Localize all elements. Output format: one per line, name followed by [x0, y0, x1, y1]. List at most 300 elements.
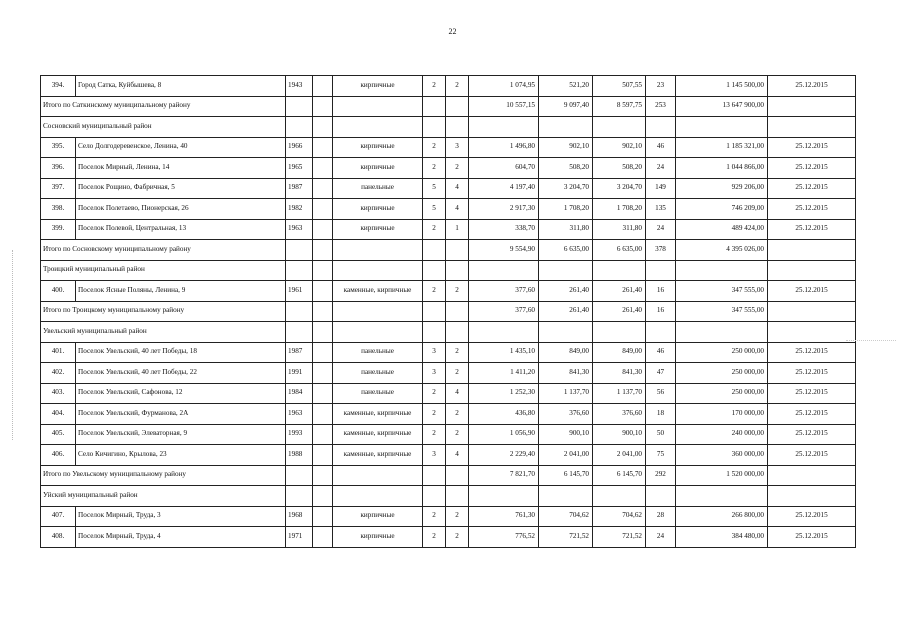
- row-number: 399.: [41, 219, 76, 240]
- district-name: Троицкий муниципальный район: [41, 260, 286, 281]
- row-number: 404.: [41, 404, 76, 425]
- empty-cell: [646, 486, 676, 507]
- year-cell: 1984: [286, 383, 313, 404]
- entrances-cell: 2: [446, 527, 469, 548]
- entrances-cell: 2: [446, 404, 469, 425]
- area-a-cell: 721,52: [539, 527, 593, 548]
- material-cell: каменные, кирпичные: [333, 281, 423, 302]
- floors-cell: 3: [423, 363, 446, 384]
- cost-cell: 929 206,00: [676, 178, 768, 199]
- floors-cell: 2: [423, 506, 446, 527]
- material-cell: кирпичные: [333, 199, 423, 220]
- empty-cell: [333, 486, 423, 507]
- empty-cell: [286, 322, 313, 343]
- cost-cell: 266 800,00: [676, 506, 768, 527]
- residents-cell: 46: [646, 342, 676, 363]
- total-area-cell: 1 496,80: [469, 137, 539, 158]
- empty-cell: [423, 240, 446, 261]
- area-b-cell: 6 635,00: [593, 240, 646, 261]
- total-area-cell: 338,70: [469, 219, 539, 240]
- row-number: 402.: [41, 363, 76, 384]
- area-a-cell: 261,40: [539, 301, 593, 322]
- date-cell: 25.12.2015: [768, 76, 856, 97]
- total-area-cell: 436,80: [469, 404, 539, 425]
- area-b-cell: 3 204,70: [593, 178, 646, 199]
- total-area-cell: 776,52: [469, 527, 539, 548]
- floors-cell: 5: [423, 178, 446, 199]
- empty-cell: [313, 158, 333, 179]
- material-cell: кирпичные: [333, 158, 423, 179]
- address-cell: Село Долгодеревенское, Ленина, 40: [76, 137, 286, 158]
- material-cell: панельные: [333, 342, 423, 363]
- year-cell: 1987: [286, 342, 313, 363]
- empty-cell: [469, 486, 539, 507]
- entrances-cell: 2: [446, 281, 469, 302]
- empty-cell: [593, 117, 646, 138]
- cost-cell: 347 555,00: [676, 301, 768, 322]
- empty-cell: [646, 322, 676, 343]
- empty-cell: [333, 240, 423, 261]
- entrances-cell: 3: [446, 137, 469, 158]
- empty-cell: [333, 301, 423, 322]
- district-total-row: [41, 240, 856, 261]
- year-cell: 1966: [286, 137, 313, 158]
- area-a-cell: 849,00: [539, 342, 593, 363]
- area-b-cell: 721,52: [593, 527, 646, 548]
- empty-cell: [539, 117, 593, 138]
- year-cell: 1993: [286, 424, 313, 445]
- floors-cell: 2: [423, 158, 446, 179]
- empty-cell: [423, 260, 446, 281]
- empty-cell: [593, 260, 646, 281]
- table-row: [41, 76, 856, 97]
- residents-cell: 149: [646, 178, 676, 199]
- date-cell: 25.12.2015: [768, 342, 856, 363]
- cost-cell: 1 520 000,00: [676, 465, 768, 486]
- empty-cell: [646, 117, 676, 138]
- row-number: 394.: [41, 76, 76, 97]
- row-number: 406.: [41, 445, 76, 466]
- empty-cell: [423, 96, 446, 117]
- empty-cell: [333, 96, 423, 117]
- district-header-row: [41, 117, 856, 138]
- residents-cell: 16: [646, 281, 676, 302]
- cost-cell: 240 000,00: [676, 424, 768, 445]
- entrances-cell: 2: [446, 424, 469, 445]
- entrances-cell: 4: [446, 383, 469, 404]
- empty-cell: [313, 383, 333, 404]
- row-number: 401.: [41, 342, 76, 363]
- date-cell: 25.12.2015: [768, 137, 856, 158]
- empty-cell: [768, 486, 856, 507]
- area-b-cell: 376,60: [593, 404, 646, 425]
- date-cell: 25.12.2015: [768, 527, 856, 548]
- empty-cell: [469, 260, 539, 281]
- total-area-cell: 1 252,30: [469, 383, 539, 404]
- total-area-cell: 9 554,90: [469, 240, 539, 261]
- area-b-cell: 704,62: [593, 506, 646, 527]
- address-cell: Село Кичигино, Крылова, 23: [76, 445, 286, 466]
- address-cell: Город Сатка, Куйбышева, 8: [76, 76, 286, 97]
- address-cell: Поселок Полевой, Центральная, 13: [76, 219, 286, 240]
- empty-cell: [676, 486, 768, 507]
- cost-cell: 170 000,00: [676, 404, 768, 425]
- empty-cell: [423, 486, 446, 507]
- empty-cell: [446, 301, 469, 322]
- entrances-cell: 2: [446, 506, 469, 527]
- year-cell: 1963: [286, 219, 313, 240]
- district-name: Увельский муниципальный район: [41, 322, 286, 343]
- district-total-row: [41, 465, 856, 486]
- area-a-cell: 2 041,00: [539, 445, 593, 466]
- total-area-cell: 1 411,20: [469, 363, 539, 384]
- material-cell: каменные, кирпичные: [333, 404, 423, 425]
- cost-cell: 250 000,00: [676, 383, 768, 404]
- entrances-cell: 2: [446, 363, 469, 384]
- address-cell: Поселок Мирный, Труда, 4: [76, 527, 286, 548]
- total-area-cell: 4 197,40: [469, 178, 539, 199]
- empty-cell: [333, 260, 423, 281]
- table-row: [41, 199, 856, 220]
- address-cell: Поселок Увельский, Фурманова, 2А: [76, 404, 286, 425]
- total-area-cell: 377,60: [469, 281, 539, 302]
- area-a-cell: 521,20: [539, 76, 593, 97]
- floors-cell: 2: [423, 76, 446, 97]
- area-b-cell: 8 597,75: [593, 96, 646, 117]
- empty-cell: [768, 96, 856, 117]
- residents-cell: 292: [646, 465, 676, 486]
- date-cell: 25.12.2015: [768, 199, 856, 220]
- cost-cell: 1 044 866,00: [676, 158, 768, 179]
- area-b-cell: 508,20: [593, 158, 646, 179]
- date-cell: 25.12.2015: [768, 178, 856, 199]
- cost-cell: 250 000,00: [676, 363, 768, 384]
- empty-cell: [646, 260, 676, 281]
- year-cell: 1987: [286, 178, 313, 199]
- area-a-cell: 704,62: [539, 506, 593, 527]
- material-cell: панельные: [333, 178, 423, 199]
- empty-cell: [286, 465, 313, 486]
- area-b-cell: 1 708,20: [593, 199, 646, 220]
- material-cell: кирпичные: [333, 76, 423, 97]
- empty-cell: [313, 240, 333, 261]
- area-b-cell: 1 137,70: [593, 383, 646, 404]
- total-area-cell: 2 917,30: [469, 199, 539, 220]
- empty-cell: [313, 465, 333, 486]
- cost-cell: 1 145 500,00: [676, 76, 768, 97]
- entrances-cell: 4: [446, 178, 469, 199]
- floors-cell: 2: [423, 527, 446, 548]
- empty-cell: [446, 240, 469, 261]
- area-a-cell: 1 137,70: [539, 383, 593, 404]
- area-a-cell: 3 204,70: [539, 178, 593, 199]
- empty-cell: [593, 486, 646, 507]
- year-cell: 1971: [286, 527, 313, 548]
- table-row: [41, 363, 856, 384]
- table-row: [41, 342, 856, 363]
- empty-cell: [768, 117, 856, 138]
- date-cell: 25.12.2015: [768, 281, 856, 302]
- residents-cell: 56: [646, 383, 676, 404]
- address-cell: Поселок Увельский, 40 лет Победы, 22: [76, 363, 286, 384]
- year-cell: 1963: [286, 404, 313, 425]
- material-cell: кирпичные: [333, 506, 423, 527]
- floors-cell: 2: [423, 137, 446, 158]
- year-cell: 1991: [286, 363, 313, 384]
- residents-cell: 24: [646, 158, 676, 179]
- empty-cell: [676, 117, 768, 138]
- empty-cell: [313, 96, 333, 117]
- empty-cell: [446, 486, 469, 507]
- address-cell: Поселок Ясные Поляны, Ленина, 9: [76, 281, 286, 302]
- table-row: [41, 445, 856, 466]
- empty-cell: [333, 117, 423, 138]
- row-number: 405.: [41, 424, 76, 445]
- empty-cell: [469, 117, 539, 138]
- residents-cell: 16: [646, 301, 676, 322]
- residents-cell: 46: [646, 137, 676, 158]
- year-cell: 1943: [286, 76, 313, 97]
- material-cell: панельные: [333, 363, 423, 384]
- empty-cell: [313, 486, 333, 507]
- empty-cell: [313, 424, 333, 445]
- empty-cell: [313, 342, 333, 363]
- area-b-cell: 261,40: [593, 281, 646, 302]
- total-area-cell: 604,70: [469, 158, 539, 179]
- date-cell: 25.12.2015: [768, 424, 856, 445]
- table-row: [41, 158, 856, 179]
- date-cell: 25.12.2015: [768, 158, 856, 179]
- scan-edge-dots-right: [846, 340, 896, 342]
- address-cell: Поселок Рощино, Фабричная, 5: [76, 178, 286, 199]
- district-name: Уйский муниципальный район: [41, 486, 286, 507]
- table-row: [41, 219, 856, 240]
- area-a-cell: 508,20: [539, 158, 593, 179]
- empty-cell: [286, 486, 313, 507]
- empty-cell: [446, 322, 469, 343]
- empty-cell: [313, 445, 333, 466]
- floors-cell: 2: [423, 383, 446, 404]
- empty-cell: [286, 240, 313, 261]
- table-row: [41, 383, 856, 404]
- entrances-cell: 4: [446, 199, 469, 220]
- cost-cell: 347 555,00: [676, 281, 768, 302]
- empty-cell: [313, 363, 333, 384]
- empty-cell: [313, 137, 333, 158]
- empty-cell: [676, 322, 768, 343]
- address-cell: Поселок Увельский, Элеваторная, 9: [76, 424, 286, 445]
- area-a-cell: 261,40: [539, 281, 593, 302]
- total-label: Итого по Сосновскому муниципальному району: [41, 240, 286, 261]
- empty-cell: [313, 117, 333, 138]
- empty-cell: [313, 260, 333, 281]
- material-cell: кирпичные: [333, 219, 423, 240]
- area-a-cell: 841,30: [539, 363, 593, 384]
- empty-cell: [469, 322, 539, 343]
- area-a-cell: 900,10: [539, 424, 593, 445]
- floors-cell: 2: [423, 404, 446, 425]
- material-cell: каменные, кирпичные: [333, 424, 423, 445]
- area-b-cell: 849,00: [593, 342, 646, 363]
- material-cell: панельные: [333, 383, 423, 404]
- total-area-cell: 2 229,40: [469, 445, 539, 466]
- empty-cell: [313, 404, 333, 425]
- material-cell: кирпичные: [333, 137, 423, 158]
- total-area-cell: 10 557,15: [469, 96, 539, 117]
- empty-cell: [313, 199, 333, 220]
- year-cell: 1961: [286, 281, 313, 302]
- district-total-row: [41, 301, 856, 322]
- residents-cell: 28: [646, 506, 676, 527]
- district-total-row: [41, 96, 856, 117]
- empty-cell: [423, 301, 446, 322]
- total-area-cell: 1 056,90: [469, 424, 539, 445]
- empty-cell: [423, 117, 446, 138]
- material-cell: кирпичные: [333, 527, 423, 548]
- district-header-row: [41, 486, 856, 507]
- area-a-cell: 6 145,70: [539, 465, 593, 486]
- address-cell: Поселок Увельский, Сафонова, 12: [76, 383, 286, 404]
- total-label: Итого по Троицкому муниципальному району: [41, 301, 286, 322]
- area-a-cell: 6 635,00: [539, 240, 593, 261]
- empty-cell: [313, 322, 333, 343]
- page-number: 22: [448, 27, 457, 36]
- total-label: Итого по Саткинскому муниципальному району: [41, 96, 286, 117]
- residents-cell: 378: [646, 240, 676, 261]
- area-b-cell: 900,10: [593, 424, 646, 445]
- table-row: [41, 506, 856, 527]
- residents-cell: 253: [646, 96, 676, 117]
- floors-cell: 2: [423, 424, 446, 445]
- row-number: 396.: [41, 158, 76, 179]
- row-number: 395.: [41, 137, 76, 158]
- row-number: 398.: [41, 199, 76, 220]
- entrances-cell: 2: [446, 76, 469, 97]
- empty-cell: [593, 322, 646, 343]
- table-row: [41, 404, 856, 425]
- empty-cell: [286, 96, 313, 117]
- total-label: Итого по Увельскому муниципальному району: [41, 465, 286, 486]
- empty-cell: [676, 260, 768, 281]
- cost-cell: 4 395 026,00: [676, 240, 768, 261]
- total-area-cell: 1 435,10: [469, 342, 539, 363]
- total-area-cell: 7 821,70: [469, 465, 539, 486]
- year-cell: 1982: [286, 199, 313, 220]
- area-b-cell: 261,40: [593, 301, 646, 322]
- table-row: [41, 178, 856, 199]
- housing-table: [40, 75, 856, 548]
- district-header-row: [41, 260, 856, 281]
- empty-cell: [446, 96, 469, 117]
- district-name: Сосновский муниципальный район: [41, 117, 286, 138]
- date-cell: 25.12.2015: [768, 506, 856, 527]
- cost-cell: 1 185 321,00: [676, 137, 768, 158]
- row-number: 407.: [41, 506, 76, 527]
- date-cell: 25.12.2015: [768, 404, 856, 425]
- total-area-cell: 761,30: [469, 506, 539, 527]
- empty-cell: [313, 506, 333, 527]
- cost-cell: 250 000,00: [676, 342, 768, 363]
- floors-cell: 2: [423, 281, 446, 302]
- table-row: [41, 527, 856, 548]
- empty-cell: [286, 260, 313, 281]
- empty-cell: [423, 322, 446, 343]
- empty-cell: [313, 281, 333, 302]
- empty-cell: [313, 76, 333, 97]
- residents-cell: 18: [646, 404, 676, 425]
- cost-cell: 13 647 900,00: [676, 96, 768, 117]
- area-b-cell: 507,55: [593, 76, 646, 97]
- residents-cell: 47: [646, 363, 676, 384]
- empty-cell: [313, 219, 333, 240]
- residents-cell: 24: [646, 219, 676, 240]
- address-cell: Поселок Мирный, Труда, 3: [76, 506, 286, 527]
- floors-cell: 5: [423, 199, 446, 220]
- date-cell: 25.12.2015: [768, 445, 856, 466]
- year-cell: 1965: [286, 158, 313, 179]
- area-b-cell: 311,80: [593, 219, 646, 240]
- row-number: 400.: [41, 281, 76, 302]
- empty-cell: [286, 301, 313, 322]
- area-b-cell: 6 145,70: [593, 465, 646, 486]
- total-area-cell: 1 074,95: [469, 76, 539, 97]
- entrances-cell: 2: [446, 158, 469, 179]
- empty-cell: [333, 322, 423, 343]
- floors-cell: 2: [423, 219, 446, 240]
- entrances-cell: 2: [446, 342, 469, 363]
- table-row: [41, 424, 856, 445]
- residents-cell: 24: [646, 527, 676, 548]
- residents-cell: 23: [646, 76, 676, 97]
- date-cell: 25.12.2015: [768, 363, 856, 384]
- material-cell: каменные, кирпичные: [333, 445, 423, 466]
- empty-cell: [768, 465, 856, 486]
- date-cell: 25.12.2015: [768, 383, 856, 404]
- floors-cell: 3: [423, 342, 446, 363]
- district-header-row: [41, 322, 856, 343]
- empty-cell: [446, 260, 469, 281]
- address-cell: Поселок Полетаево, Пионерская, 26: [76, 199, 286, 220]
- year-cell: 1968: [286, 506, 313, 527]
- table-row: [41, 137, 856, 158]
- residents-cell: 50: [646, 424, 676, 445]
- area-a-cell: 9 097,40: [539, 96, 593, 117]
- table-row: [41, 281, 856, 302]
- area-b-cell: 841,30: [593, 363, 646, 384]
- empty-cell: [446, 117, 469, 138]
- empty-cell: [768, 260, 856, 281]
- empty-cell: [286, 117, 313, 138]
- area-a-cell: 311,80: [539, 219, 593, 240]
- empty-cell: [313, 527, 333, 548]
- area-b-cell: 2 041,00: [593, 445, 646, 466]
- cost-cell: 746 209,00: [676, 199, 768, 220]
- year-cell: 1988: [286, 445, 313, 466]
- cost-cell: 360 000,00: [676, 445, 768, 466]
- cost-cell: 489 424,00: [676, 219, 768, 240]
- entrances-cell: 1: [446, 219, 469, 240]
- empty-cell: [313, 301, 333, 322]
- total-area-cell: 377,60: [469, 301, 539, 322]
- empty-cell: [539, 486, 593, 507]
- entrances-cell: 4: [446, 445, 469, 466]
- row-number: 397.: [41, 178, 76, 199]
- empty-cell: [313, 178, 333, 199]
- empty-cell: [423, 465, 446, 486]
- residents-cell: 135: [646, 199, 676, 220]
- residents-cell: 75: [646, 445, 676, 466]
- area-b-cell: 902,10: [593, 137, 646, 158]
